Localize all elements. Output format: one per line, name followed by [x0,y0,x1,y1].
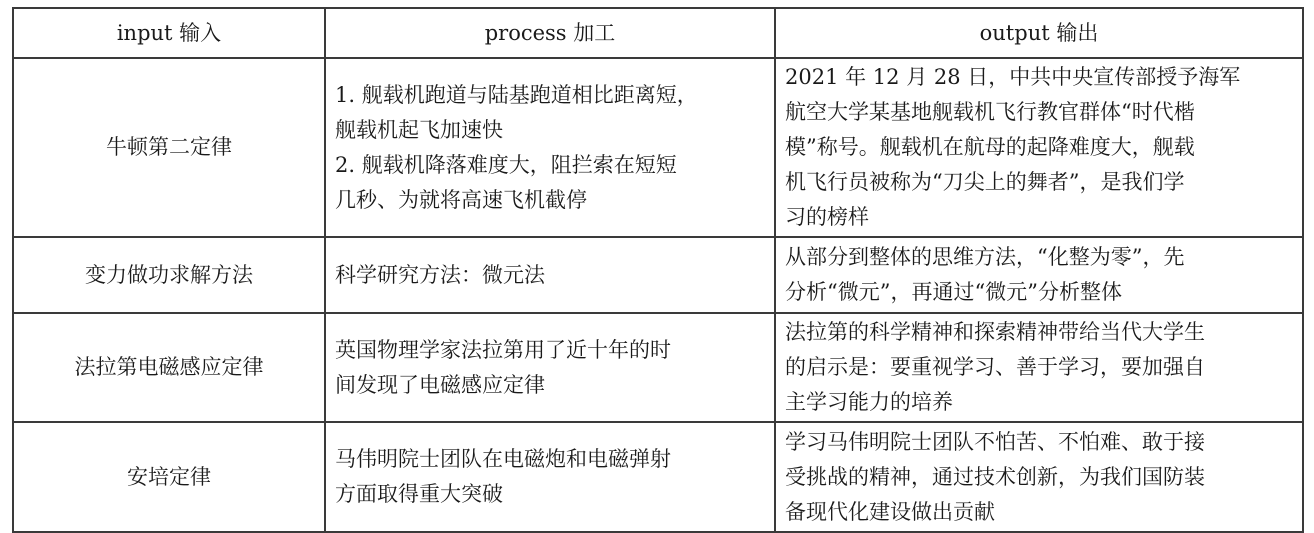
output-line: 从部分到整体的思维方法，“化整为零”，先 [785,245,1185,269]
output-line: 分析“微元”，再通过“微元”分析整体 [785,280,1122,304]
output-line: 受挑战的精神，通过技术创新，为我们国防装 [785,464,1205,489]
input-cell: 安培定律 [13,422,325,532]
table-row [13,422,1303,532]
output-cell [775,237,1303,313]
process-line: 英国物理学家法拉第用了近十年的时 [335,337,671,362]
input-cell: 法拉第电磁感应定律 [13,313,325,422]
output-line: 机飞行员被称为“刀尖上的舞者”，是我们学 [785,170,1185,194]
table-row [13,313,1303,422]
process-cell [325,237,775,313]
output-line: 学习马伟明院士团队不怕苦、不怕难、敢于接 [785,429,1205,454]
process-cell [325,313,775,422]
output-line: 主学习能力的培养 [785,390,953,414]
process-cell [325,422,775,532]
output-line: 模”称号。舰载机在航母的起降难度大，舰载 [785,135,1195,159]
process-line: 间发现了电磁感应定律 [335,372,545,397]
input-process-output-table [12,7,1304,533]
output-line: 的启示是：要重视学习、善于学习，要加强自 [785,355,1205,379]
table-row [13,237,1303,313]
process-line: 科学研究方法：微元法 [335,262,545,287]
process-line: 方面取得重大突破 [335,482,503,506]
header-input: input 输入 [13,8,325,58]
output-line: 航空大学某基地舰载机飞行教官群体“时代楷 [785,100,1195,124]
output-line: 法拉第的科学精神和探索精神带给当代大学生 [785,320,1205,344]
process-line: 舰载机起飞加速快 [335,117,503,142]
output-cell [775,422,1303,532]
input-cell: 牛顿第二定律 [13,58,325,237]
table-row [13,58,1303,237]
process-line: 马伟明院士团队在电磁炮和电磁弹射 [335,447,671,471]
output-cell [775,313,1303,422]
process-cell [325,58,775,237]
header-output: output 输出 [775,8,1303,58]
output-line: 备现代化建设做出贡献 [785,499,995,524]
process-line: 几秒、为就将高速飞机截停 [335,187,587,212]
document-body [12,7,1304,533]
output-cell [775,58,1303,237]
output-line: 习的榜样 [785,205,869,229]
output-line: 2021 年 12 月 28 日，中共中央宣传部授予海军 [785,65,1241,89]
table-header-row [13,8,1303,58]
input-cell: 变力做功求解方法 [13,237,325,313]
header-process: process 加工 [325,8,775,58]
process-line: 1. 舰载机跑道与陆基跑道相比距离短， [335,82,698,107]
process-line: 2. 舰载机降落难度大，阻拦索在短短 [335,152,677,177]
